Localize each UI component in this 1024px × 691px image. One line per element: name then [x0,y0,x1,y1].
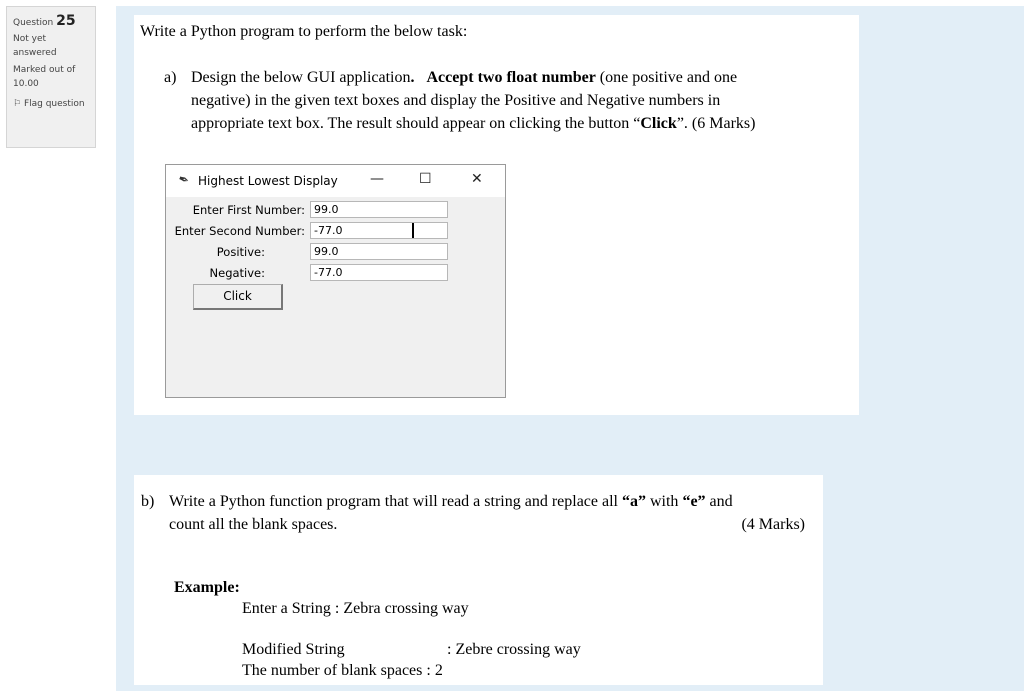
flag-icon: ⚐ [13,99,22,109]
marked-out-of [13,63,89,91]
click-button: Click [193,284,283,310]
example-label: Example: [174,579,240,596]
part-b-line-1: Write a Python function program that will read a string and replace all “a” with “e” and [169,493,733,510]
second-number-entry: -77.0 [310,222,448,239]
part-a-bold-text: Accept two float number [426,69,596,86]
blank-spaces-line: The number of blank spaces : 2 [242,662,443,679]
question-number [13,13,89,29]
modified-string-value: : Zebre crossing way [447,641,581,658]
gui-titlebar [166,165,505,197]
part-b-marks: (4 Marks) [741,516,805,533]
gui-window-title: Highest Lowest Display [198,174,338,188]
part-b-line-2: count all the blank spaces. [169,516,338,533]
close-icon: ✕ [471,171,483,187]
part-a-line-1: Design the below GUI application. Accept two float number (one positive and one [191,69,738,86]
part-a-card [134,15,859,415]
text-cursor [412,223,414,238]
feather-icon: ✒ [175,171,192,190]
modified-string-label: Modified String [242,641,345,658]
flag-question-link[interactable] [13,97,89,111]
first-number-entry: 99.0 [310,201,448,218]
question-status: Not yet answered [13,34,57,58]
minimize-icon: — [370,171,384,187]
part-a-line-2: negative) in the given text boxes and display the Positive and Negative numbers in [191,92,721,109]
positive-entry: 99.0 [310,243,448,260]
question-info-panel [6,6,96,148]
part-b-card [134,475,823,685]
part-a-line-3: appropriate text box. The result should appear on clicking the button “Click”. (6 Marks) [191,115,756,132]
part-b-marker: b) [141,493,155,510]
marked-label: Marked out of [13,65,76,75]
question-label: Question [13,18,54,28]
question-number-value: 25 [56,13,76,29]
part-a-marker: a) [164,69,177,86]
negative-entry: -77.0 [310,264,448,281]
first-number-label: Enter First Number: [192,203,305,217]
positive-label: Positive: [216,245,265,259]
marked-value: 10.00 [13,79,39,89]
flag-label: Flag question [23,99,85,109]
gui-window-screenshot [165,164,506,398]
negative-label: Negative: [209,266,265,280]
question-content [116,6,1024,691]
second-number-label: Enter Second Number: [174,224,305,238]
part-a-intro: Write a Python program to perform the below task: [140,23,468,40]
example-input-line: Enter a String : Zebra crossing way [242,600,469,617]
maximize-icon: ☐ [419,171,432,187]
